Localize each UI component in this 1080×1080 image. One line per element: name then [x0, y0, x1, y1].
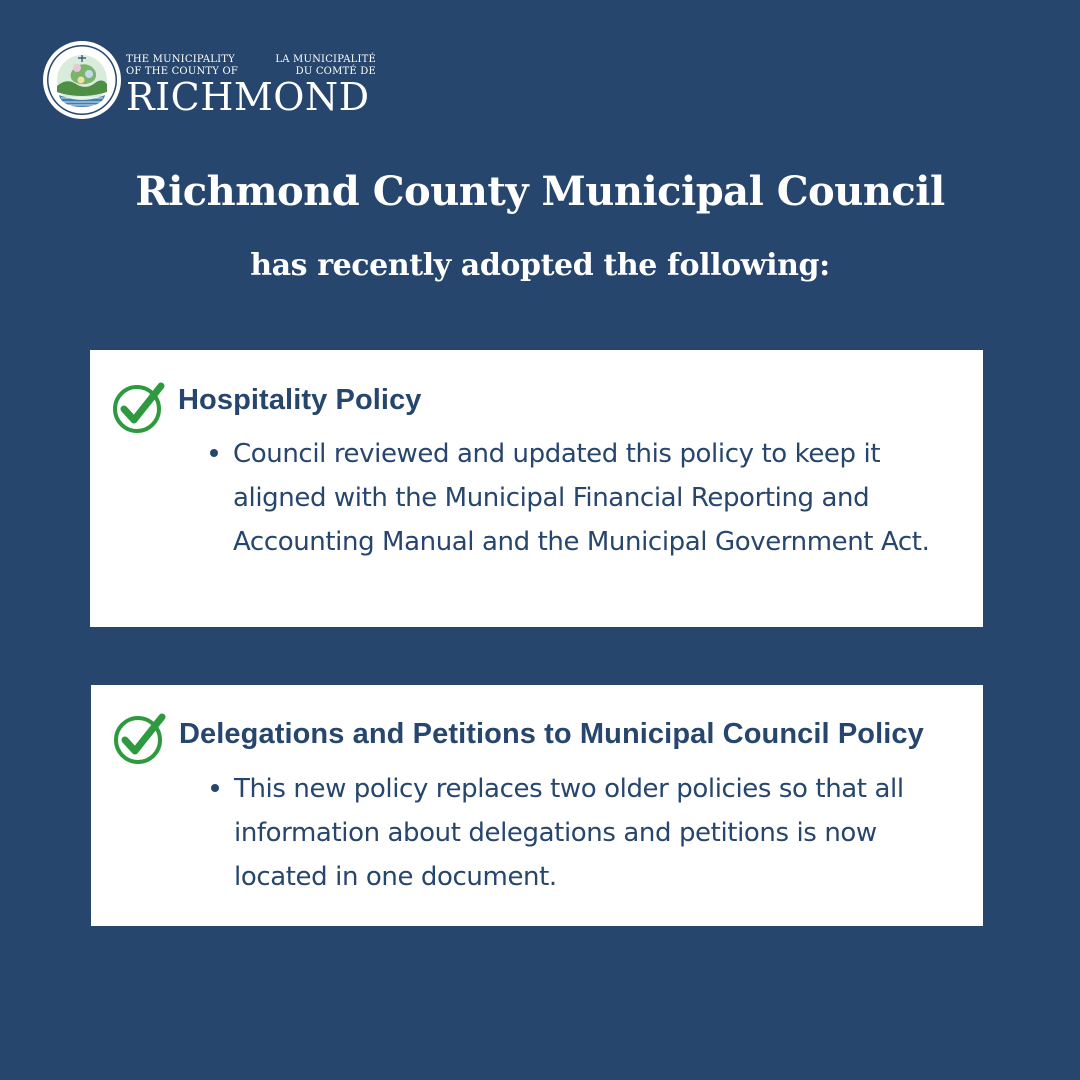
page-subtitle: has recently adopted the following: [250, 248, 830, 283]
logo-name: RICHMOND [126, 75, 370, 119]
policy-bullet [211, 767, 941, 899]
municipal-logo [42, 40, 382, 120]
municipal-seal-icon [42, 40, 122, 120]
check-circle-icon [112, 380, 166, 434]
policy-bullet [210, 432, 940, 564]
policy-title: Delegations and Petitions to Municipal Council Policy [179, 718, 924, 750]
logo-text [126, 54, 376, 119]
policy-card-delegations [91, 685, 983, 926]
logo-line1-en: THE MUNICIPALITY [126, 54, 235, 65]
policy-card-hospitality [90, 350, 983, 627]
policy-description: This new policy replaces two older policies so that all information about delegations and petitions is now located in one document. [234, 774, 904, 892]
check-circle-icon [113, 711, 167, 765]
policy-description: Council reviewed and updated this policy to keep it aligned with the Municipal Financial Reporting and Accounting Manual and the Municipal Government Act. [233, 439, 930, 557]
logo-line1-fr: LA MUNICIPALITÉ [275, 54, 376, 65]
logo-line2-fr: DU COMTÉ DE [295, 66, 376, 77]
page-title: Richmond County Municipal Council [135, 168, 945, 215]
policy-title: Hospitality Policy [178, 384, 422, 416]
bullet-dot-icon [211, 784, 219, 792]
logo-line2-en: OF THE COUNTY OF [126, 66, 238, 77]
logo-line-1 [126, 54, 376, 66]
bullet-dot-icon [210, 449, 218, 457]
